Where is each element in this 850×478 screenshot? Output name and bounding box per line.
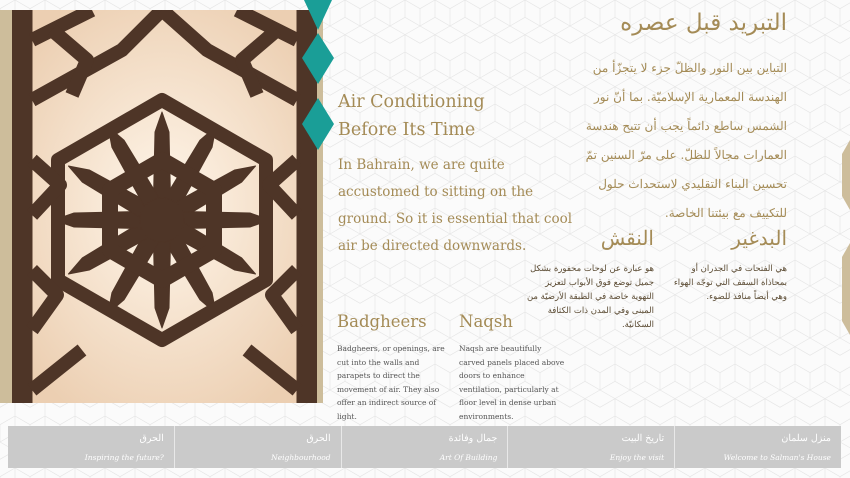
nav-label-arabic: الحرق [139,433,164,444]
english-title-line1: Air Conditioning [338,92,485,112]
nav-label-english: Art Of Building [439,453,498,462]
nav-label-arabic: تاريخ البيت [621,433,665,444]
naqsh-english-text: Naqsh are beautifully carved panels placed above doors to enhance ventilation, particularly at floor level in dense urban environments. [459,344,565,421]
badgheers-english-title: Badgheers [337,312,427,331]
right-edge-tab-lower [842,243,850,335]
english-intro-text: In Bahrain, we are quite accustomed to sitting on the ground. So it is essential that cool air be directed downwards. [338,157,573,254]
arabic-intro-text: التباين بين النور والظلّ جزء لا يتجزّأ من الهندسة المعمارية الإسلاميّة. بما أنّ نور الشمس ساطع دائماً يجب أن تتيح هندسة العمارات مجالاً للظلّ. على مرّ السنين تمّ تحسين البناء التقليدي لاستحداث حلول للتكييف مع بيئتنا الخاصة. [585,61,787,220]
arabic-title: التبريد قبل عصره [620,10,787,36]
left-gold-strip [0,10,12,403]
nav-item-neighbourhood[interactable] [175,426,342,468]
mashrabiya-screen-icon [12,10,317,403]
nav-item-art-of-building[interactable] [342,426,509,468]
nav-label-arabic: منزل سلمان [781,433,831,444]
nav-label-arabic: جمال وفائدة [448,433,498,444]
english-title-line2: Before Its Time [338,120,476,140]
nav-label-english: Enjoy the visit [609,453,665,462]
bottom-navigation [8,426,841,468]
teal-diamond-ornament [300,0,336,170]
nav-label-arabic: الحرق [306,433,331,444]
mashrabiya-photo [12,10,317,403]
badgheers-english-text: Badgheers, or openings, are cut into the walls and parapets to direct the movement of air. They also offer an indirect source of light. [337,344,445,421]
nav-item-inspiring-future[interactable] [8,426,175,468]
nav-item-enjoy-the-visit[interactable] [508,426,675,468]
badgheers-arabic-title: البدغير [731,226,787,250]
nav-label-english: Inspiring the future? [84,453,164,462]
badgheers-arabic-text: هي الفتحات في الجدران أو بمحاذاة السقف التي توجّه الهواء وهي أيضاً منافذ للضوء. [673,264,787,302]
naqsh-english-title: Naqsh [459,312,513,331]
naqsh-arabic-text: هو عبارة عن لوحات محفورة بشكل جميل توضع فوق الأبواب لتعزيز التهوية خاصة في الطبقة الأرضيّة من المبنى وفي المدن ذات الكثافة السكانيّة. [526,264,654,330]
nav-item-welcome-salmans-house[interactable] [675,426,841,468]
nav-label-english: Neighbourhood [271,453,331,462]
right-edge-tab-upper [842,140,850,210]
nav-label-english: Welcome to Salman's House [723,453,831,462]
naqsh-arabic-title: النقش [600,226,654,250]
english-title [338,88,568,144]
